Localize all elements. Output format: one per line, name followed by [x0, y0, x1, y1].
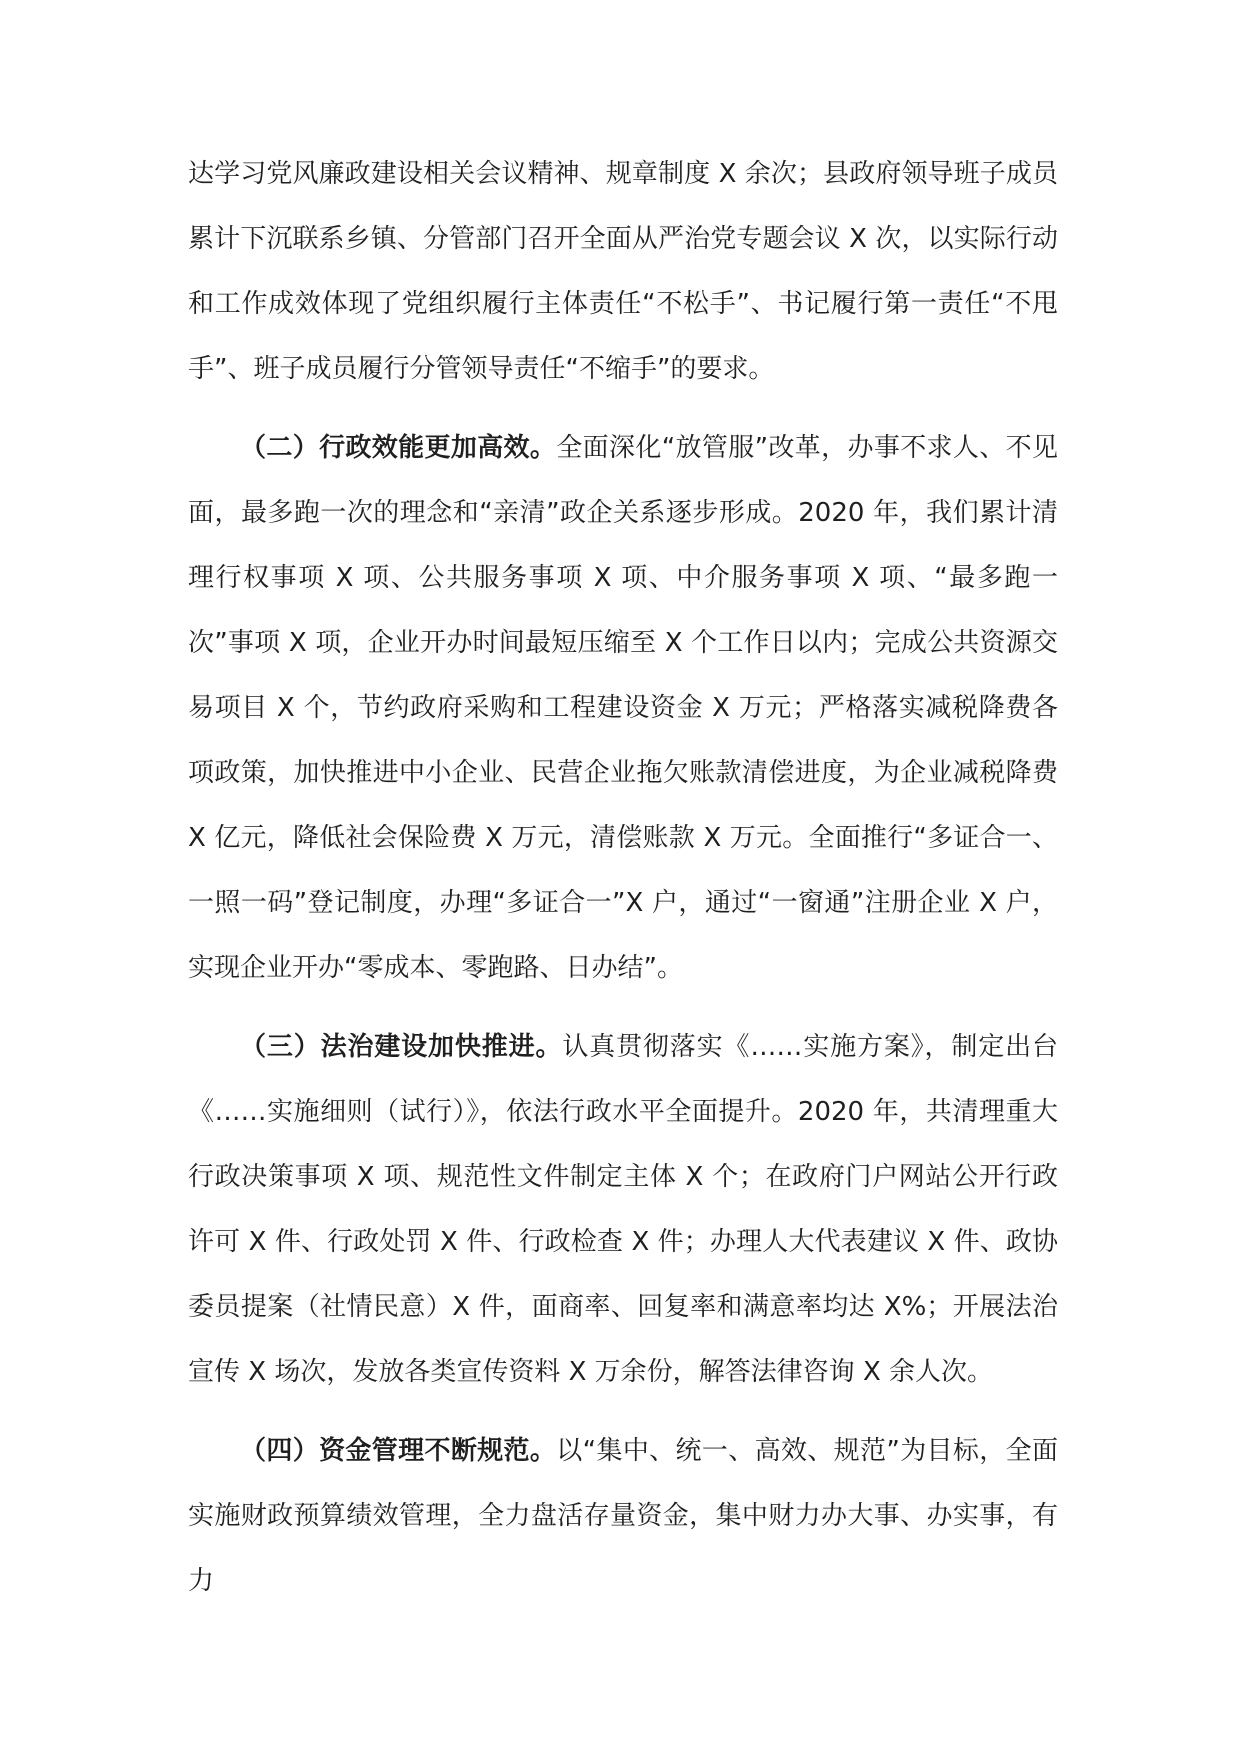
paragraph-administrative-efficiency — [188, 416, 1058, 1001]
section-heading: （三）法治建设加快推进。 — [240, 1032, 563, 1062]
section-heading: （二）行政效能更加高效。 — [240, 433, 557, 463]
section-heading: （四）资金管理不断规范。 — [240, 1436, 557, 1466]
paragraph-continuation — [188, 142, 1058, 402]
paragraph-text: 以“集中、统一、高效、规范”为目标，全面实施财政预算绩效管理，全力盘活存量资金，集中财力办大事、办实事，有力 — [188, 1436, 1058, 1596]
paragraph-rule-of-law — [188, 1015, 1058, 1405]
paragraph-fund-management — [188, 1419, 1058, 1614]
paragraph-text: 达学习党风廉政建设相关会议精神、规章制度 X 余次；县政府领导班子成员累计下沉联系乡镇、分管部门召开全面从严治党专题会议 X 次，以实际行动和工作成效体现了党组织履行主体责任“不松手”、书记履行第一责任“不甩手”、班子成员履行分管领导责任“不缩手”的要求。 — [188, 159, 1058, 384]
paragraph-text: 全面深化“放管服”改革，办事不求人、不见面，最多跑一次的理念和“亲清”政企关系逐步形成。2020 年，我们累计清理行权事项 X 项、公共服务事项 X 项、中介服务事项 X 项、“最多跑一次”事项 X 项，企业开办时间最短压缩至 X 个工作日以内；完成公共资源交易项目 X 个，节约政府采购和工程建设资金 X 万元；严格落实减税降费各项政策，加快推进中小企业、民营企业拖欠账款清偿进度，为企业减税降费 X 亿元，降低社会保险费 X 万元，清偿账款 X 万元。全面推行“多证合一、一照一码”登记制度，办理“多证合一”X 户，通过“一窗通”注册企业 X 户，实现企业开办“零成本、零跑路、日办结”。 — [188, 433, 1058, 983]
paragraph-text: 认真贯彻落实《……实施方案》，制定出台《……实施细则（试行）》，依法行政水平全面提升。2020 年，共清理重大行政决策事项 X 项、规范性文件制定主体 X 个；在政府门户网站公开行政许可 X 件、行政处罚 X 件、行政检查 X 件；办理人大代表建议 X 件、政协委员提案（社情民意）X 件，面商率、回复率和满意率均达 X%；开展法治宣传 X 场次，发放各类宣传资料 X 万余份，解答法律咨询 X 余人次。 — [188, 1032, 1058, 1387]
document-body — [188, 142, 1058, 1614]
